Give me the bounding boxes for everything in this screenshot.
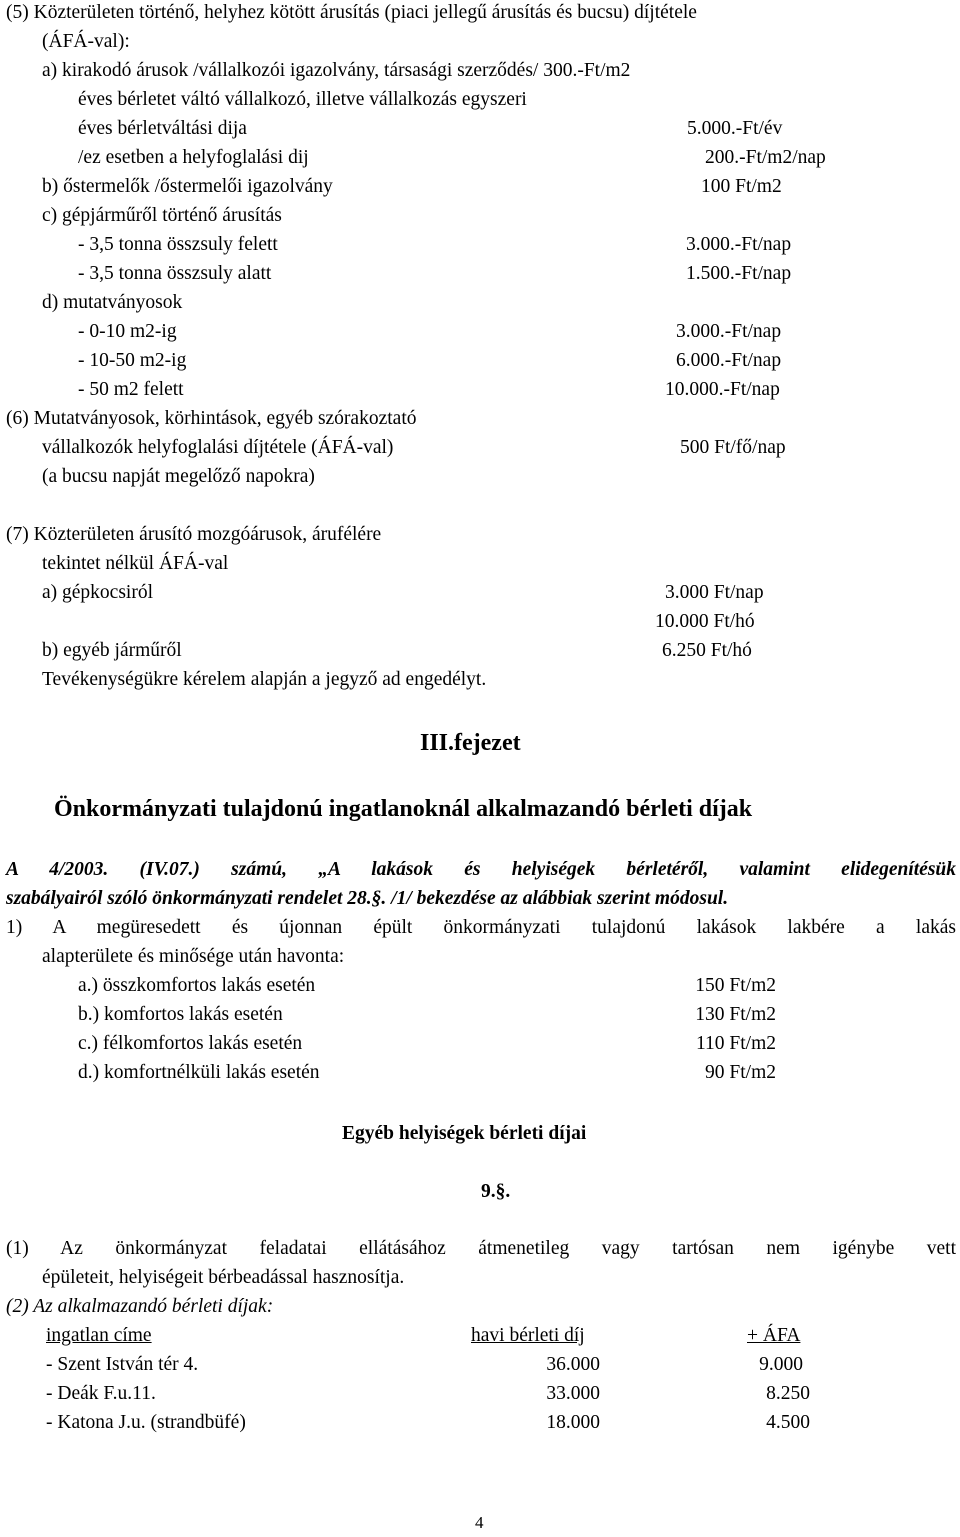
s7-item-a: a) gépkocsiról bbox=[42, 582, 154, 603]
s5-item-d2-fee: 6.000.-Ft/nap bbox=[676, 350, 782, 371]
table-header-vat: + ÁFA bbox=[747, 1325, 801, 1346]
rent-item-label: d.) komfortnélküli lakás esetén bbox=[78, 1062, 320, 1083]
s6-line2: vállalkozók helyfoglalási díjtétele (ÁFÁ-val) bbox=[42, 437, 394, 458]
amend-line1: A 4/2003. (IV.07.) számú, „A lakások és helyiségek bérletéről, valamint elidegenítésük bbox=[6, 859, 956, 880]
rent-item-value: 130 Ft/m2 bbox=[695, 1004, 776, 1025]
amend-p1-line2: alapterülete és minősége után havonta: bbox=[42, 946, 345, 967]
s7-item-a-daily-fee: 3.000 Ft/nap bbox=[665, 582, 764, 603]
s5-title-line2: (ÁFÁ-val): bbox=[42, 31, 130, 52]
s5-item-a-line2: éves bérletet váltó vállalkozó, illetve vállalkozás egyszeri bbox=[78, 89, 527, 110]
s6-line3: (a bucsu napját megelőző napokra) bbox=[42, 466, 315, 487]
s5-item-a-line4: /ez esetben a helyfoglalási dij bbox=[78, 147, 309, 168]
s7-note: Tevékenységükre kérelem alapján a jegyző ad engedélyt. bbox=[42, 669, 487, 690]
table-cell-vat: 8.250 bbox=[766, 1383, 810, 1404]
s5-title-line1: (5) Közterületen történő, helyhez kötött árusítás (piaci jellegű árusítás és bucsu) díjtétele bbox=[6, 2, 697, 23]
s5-item-d3-fee: 10.000.-Ft/nap bbox=[665, 379, 780, 400]
s5-item-c2: - 3,5 tonna összsuly alatt bbox=[78, 263, 272, 284]
s5-item-b: b) őstermelők /őstermelői igazolvány bbox=[42, 176, 333, 197]
s5-item-a-line3: éves bérletváltási dija bbox=[78, 118, 247, 139]
other-p2: (2) Az alkalmazandó bérleti díjak: bbox=[6, 1296, 274, 1317]
s6-line1: (6) Mutatványosok, körhintások, egyéb szórakoztató bbox=[6, 408, 417, 429]
s5-item-b-fee: 100 Ft/m2 bbox=[701, 176, 782, 197]
table-cell-rent: 18.000 bbox=[546, 1412, 600, 1433]
other-heading: Egyéb helyiségek bérleti díjai bbox=[342, 1123, 587, 1144]
amend-line2: szabályairól szóló önkormányzati rendelet 28.§. /1/ bekezdése az alábbiak szerint módosul. bbox=[6, 888, 729, 909]
rent-item-value: 90 Ft/m2 bbox=[705, 1062, 776, 1083]
other-p1-line1: (1) Az önkormányzat feladatai ellátásához átmenetileg vagy tartósan nem igénybe vett bbox=[6, 1238, 956, 1259]
rent-item-value: 110 Ft/m2 bbox=[696, 1033, 776, 1054]
amend-p1-line1: 1) A megüresedett és újonnan épült önkormányzati tulajdonú lakások lakbére a lakás bbox=[6, 917, 956, 938]
s7-line2: tekintet nélkül ÁFÁ-val bbox=[42, 553, 229, 574]
s5-item-c1-fee: 3.000.-Ft/nap bbox=[686, 234, 792, 255]
chapter-subtitle: Önkormányzati tulajdonú ingatlanoknál alkalmazandó bérleti díjak bbox=[54, 796, 753, 822]
table-header-rent: havi bérleti díj bbox=[471, 1325, 585, 1346]
s5-item-d2: - 10-50 m2-ig bbox=[78, 350, 187, 371]
table-cell-address: - Szent István tér 4. bbox=[46, 1354, 199, 1375]
s7-line1: (7) Közterületen árusító mozgóárusok, árufélére bbox=[6, 524, 382, 545]
s5-item-d1-fee: 3.000.-Ft/nap bbox=[676, 321, 782, 342]
s5-item-c: c) gépjárműről történő árusítás bbox=[42, 205, 282, 226]
table-cell-address: - Deák F.u.11. bbox=[46, 1383, 156, 1404]
s5-item-c2-fee: 1.500.-Ft/nap bbox=[686, 263, 792, 284]
s5-item-d: d) mutatványosok bbox=[42, 292, 183, 313]
s7-item-a-monthly-fee: 10.000 Ft/hó bbox=[655, 611, 755, 632]
s6-fee: 500 Ft/fő/nap bbox=[680, 437, 786, 458]
table-cell-rent: 36.000 bbox=[546, 1354, 600, 1375]
s5-item-a-yearly-fee: 5.000.-Ft/év bbox=[687, 118, 783, 139]
table-cell-rent: 33.000 bbox=[546, 1383, 600, 1404]
page-number: 4 bbox=[475, 1513, 484, 1532]
s5-item-d3: - 50 m2 felett bbox=[78, 379, 184, 400]
s5-item-a-line1: a) kirakodó árusok /vállalkozói igazolvány, társasági szerződés/ 300.-Ft/m2 bbox=[42, 60, 631, 81]
section-number: 9.§. bbox=[481, 1181, 511, 1202]
s5-item-d1: - 0-10 m2-ig bbox=[78, 321, 177, 342]
other-p1-line2: épületeit, helyiségeit bérbeadással hasznosítja. bbox=[42, 1267, 405, 1288]
table-cell-vat: 4.500 bbox=[766, 1412, 810, 1433]
s7-item-b-fee: 6.250 Ft/hó bbox=[662, 640, 752, 661]
rent-item-label: a.) összkomfortos lakás esetén bbox=[78, 975, 316, 996]
table-header-address: ingatlan címe bbox=[46, 1325, 152, 1346]
chapter-title: III.fejezet bbox=[420, 730, 521, 756]
s5-item-c1: - 3,5 tonna összsuly felett bbox=[78, 234, 278, 255]
s5-item-a-daily-fee: 200.-Ft/m2/nap bbox=[705, 147, 826, 168]
s7-item-b: b) egyéb járműről bbox=[42, 640, 182, 661]
table-cell-address: - Katona J.u. (strandbüfé) bbox=[46, 1412, 246, 1433]
table-cell-vat: 9.000 bbox=[759, 1354, 803, 1375]
rent-item-value: 150 Ft/m2 bbox=[695, 975, 776, 996]
rent-item-label: b.) komfortos lakás esetén bbox=[78, 1004, 283, 1025]
rent-item-label: c.) félkomfortos lakás esetén bbox=[78, 1033, 303, 1054]
